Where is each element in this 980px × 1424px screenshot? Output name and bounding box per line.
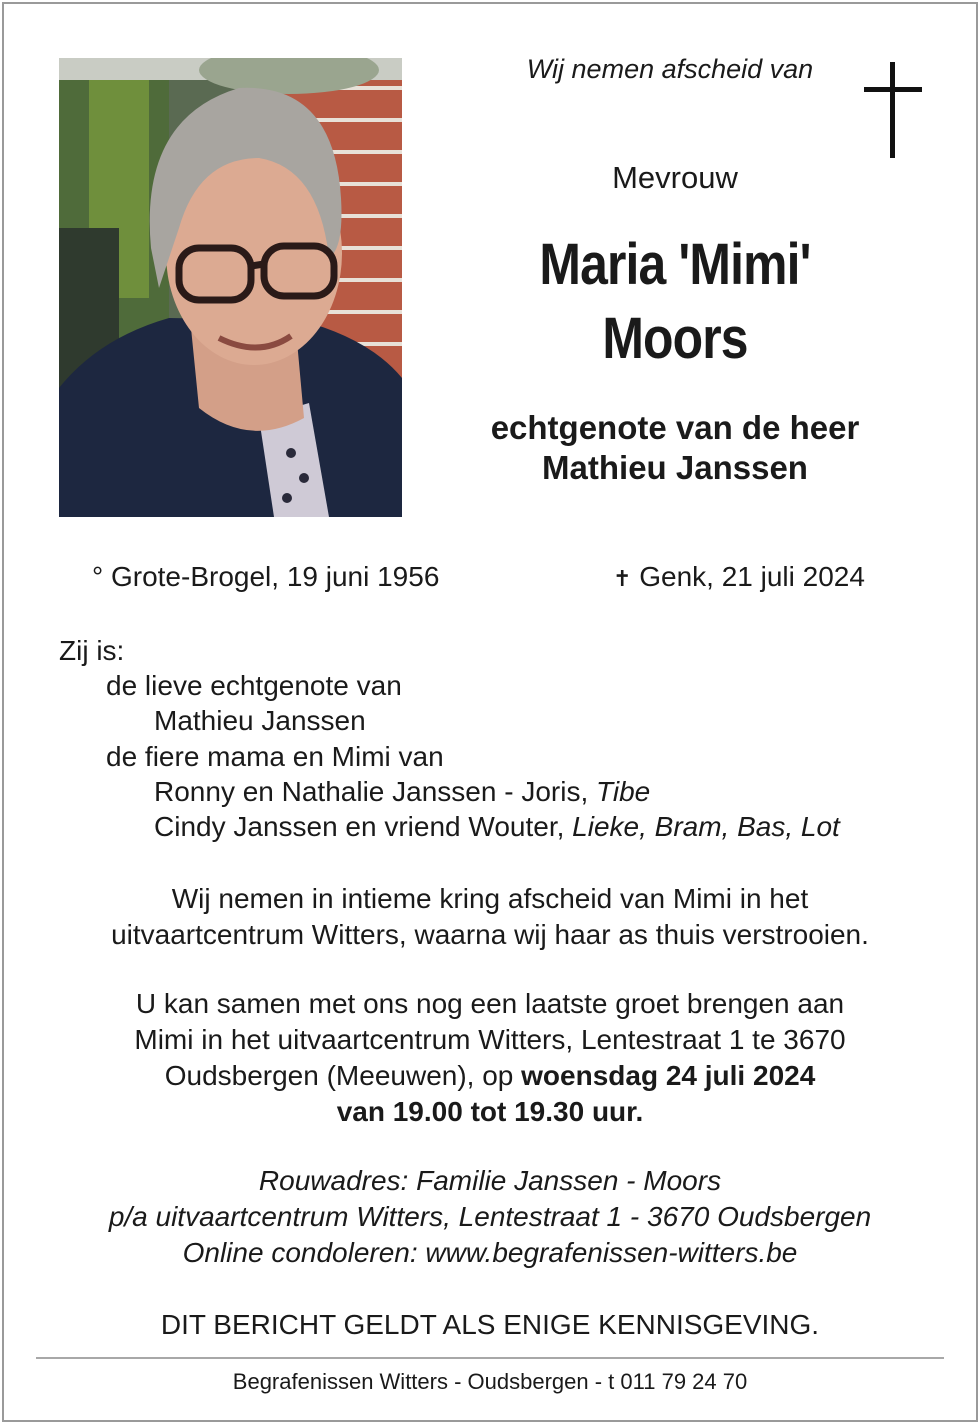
visitation-date: woensdag 24 juli 2024 (521, 1060, 816, 1091)
visitation-line (40, 1058, 940, 1094)
spouse-line-1: echtgenote van de heer (490, 409, 860, 446)
death-date-text: Genk, 21 juli 2024 (631, 561, 865, 592)
family-line: Mathieu Janssen (154, 705, 366, 737)
deceased-name (473, 228, 877, 376)
visitation-line: U kan samen met ons nog een laatste groet brengen aan (135, 988, 845, 1019)
grandchildren-names: Lieke, Bram, Bas, Lot (572, 811, 840, 843)
address-line: p/a uitvaartcentrum Witters, Lentestraat 1 - 3670 Oudsbergen (108, 1201, 872, 1232)
family-line: de lieve echtgenote van (106, 670, 402, 702)
family-line: de fiere mama en Mimi van (106, 740, 444, 772)
visitation-line (40, 1094, 940, 1130)
portrait-photo (59, 58, 402, 517)
ceremony-paragraph (40, 881, 940, 953)
spouse-info (440, 408, 910, 488)
family-intro: Zij is: (59, 635, 125, 666)
condolence-link[interactable]: Online condoleren: www.begrafenissen-witters.be (182, 1237, 798, 1268)
cross-icon (864, 62, 922, 158)
visitation-text: Oudsbergen (Meeuwen), op (164, 1060, 522, 1091)
visitation-paragraph (40, 986, 940, 1130)
visitation-time: van 19.00 tot 19.30 uur. (336, 1096, 644, 1127)
footer-text: Begrafenissen Witters - Oudsbergen - t 011 79 24 70 (232, 1369, 748, 1394)
notice-text: DIT BERICHT GELDT ALS ENIGE KENNISGEVING. (160, 1309, 820, 1340)
birth-date: ° Grote-Brogel, 19 juni 1956 (92, 561, 440, 592)
death-cross-icon: ✝ (613, 566, 632, 591)
family-line (59, 774, 840, 809)
name-line-2: Moors (602, 306, 748, 371)
family-names: Cindy Janssen en vriend Wouter, (154, 811, 573, 843)
grandchildren-names: Tibe (596, 775, 651, 807)
name-line-1: Maria 'Mimi' (539, 232, 811, 297)
family-list (59, 633, 840, 844)
footer-divider (36, 1357, 944, 1359)
address-line: Rouwadres: Familie Janssen - Moors (258, 1165, 722, 1196)
death-date (613, 561, 865, 593)
spouse-line-2: Mathieu Janssen (542, 449, 808, 486)
ceremony-line: Wij nemen in intieme kring afscheid van Mimi in het (171, 883, 809, 914)
family-names: Ronny en Nathalie Janssen - Joris, (154, 775, 596, 807)
intro-text: Wij nemen afscheid van (526, 54, 814, 84)
address-paragraph (40, 1163, 940, 1271)
visitation-line: Mimi in het uitvaartcentrum Witters, Lentestraat 1 te 3670 (134, 1024, 846, 1055)
ceremony-line: uitvaartcentrum Witters, waarna wij haar as thuis verstrooien. (111, 919, 869, 950)
family-line (59, 809, 840, 844)
honorific: Mevrouw (612, 160, 738, 195)
